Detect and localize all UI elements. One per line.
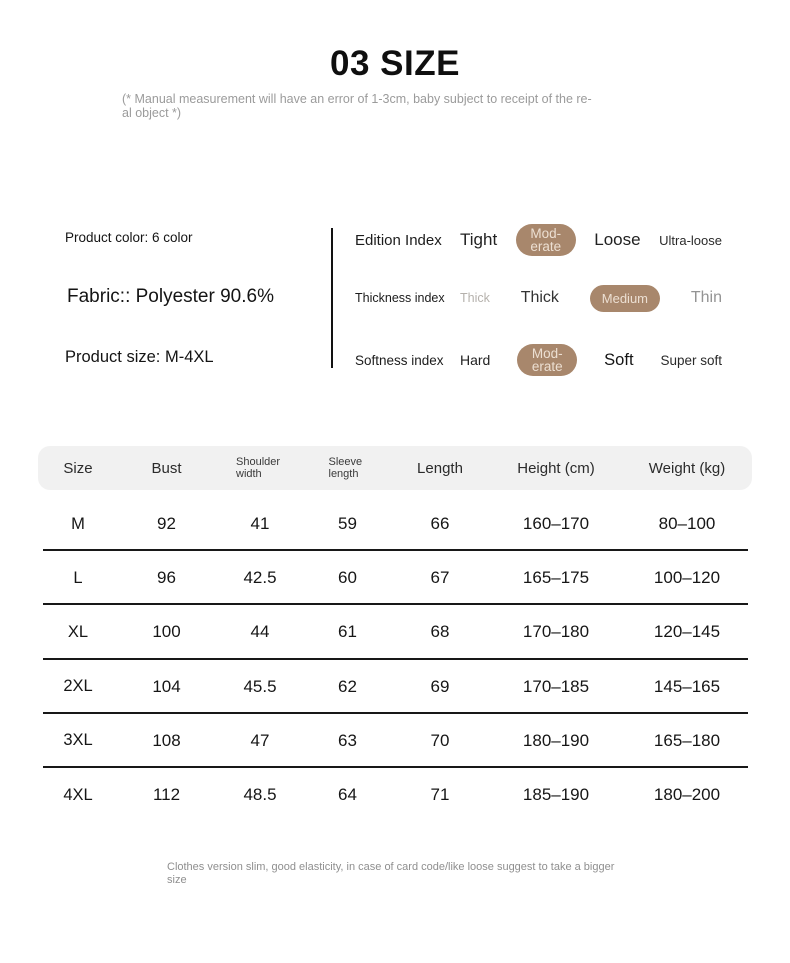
table-cell: 47 (250, 730, 270, 750)
table-cell: 64 (338, 785, 357, 805)
table-cell: 108 (152, 730, 181, 750)
table-cell: 44 (250, 622, 270, 642)
table-row-2xl (38, 660, 752, 714)
product-color-text: Product color: 6 color (65, 230, 193, 245)
softness-index-label: Softness index (355, 352, 444, 368)
table-cell: 69 (430, 676, 450, 696)
table-cell: L (73, 568, 83, 587)
header-cell-size: Size (63, 459, 93, 477)
table-cell: 96 (157, 568, 176, 588)
table-cell: 104 (152, 676, 181, 696)
thickness-option-medium-selected-pill: Medium (590, 285, 660, 312)
table-cell: 145–165 (653, 676, 721, 696)
table-cell: 160–170 (522, 514, 590, 534)
table-cell: 100–120 (653, 568, 721, 588)
table-cell: 165–175 (522, 568, 590, 588)
header-cell-sleeve-length-text: Sleeve length (328, 456, 363, 480)
table-cell: 62 (338, 676, 357, 696)
table-row-m (38, 497, 752, 551)
size-advice-note-line2: size (167, 873, 187, 886)
table-cell: 59 (338, 514, 357, 534)
table-cell: 180–190 (522, 730, 590, 750)
edition-index-label: Edition Index (355, 231, 442, 249)
table-cell: 42.5 (243, 568, 277, 588)
header-cell-sleeve-length (305, 456, 390, 480)
index-row-softness (332, 341, 790, 379)
edition-option-ultra-loose: Ultra-loose (659, 232, 722, 248)
header-cell-height: Height (cm) (517, 459, 595, 477)
table-cell: 4XL (63, 785, 93, 804)
header-cell-bust: Bust (151, 459, 182, 477)
table-cell: 112 (152, 785, 181, 805)
softness-option-moderate-selected-pill: Mod-erate (517, 344, 577, 376)
edition-option-tight: Tight (460, 230, 498, 249)
softness-option-super-soft: Super soft (660, 352, 722, 368)
product-fabric-text: Fabric:: Polyester 90.6% (67, 286, 274, 307)
table-cell: 180–200 (653, 785, 721, 805)
table-cell: 120–145 (653, 622, 721, 642)
header-cell-length: Length (417, 459, 463, 477)
edition-index-options (460, 224, 790, 256)
thickness-index-label: Thickness index (355, 291, 445, 305)
size-advice-note-line1: Clothes version slim, good elasticity, in case of card code/like loose suggest to take a bigger (167, 861, 615, 873)
edition-option-loose: Loose (594, 230, 641, 249)
header-cell-shoulder-width-text: Shoulder width (236, 456, 281, 480)
table-cell: 48.5 (243, 785, 277, 805)
edition-option-moderate-selected-pill: Mod-erate (516, 224, 576, 256)
product-size-text: Product size: M-4XL (65, 348, 214, 366)
table-cell: 70 (430, 730, 450, 750)
table-cell: 165–180 (653, 730, 721, 750)
softness-index-options (460, 344, 790, 376)
table-cell: 100 (152, 622, 181, 642)
measurement-disclaimer-line2: al object *) (122, 105, 182, 120)
table-cell: 45.5 (243, 676, 277, 696)
measurement-disclaimer-line1: (* Manual measurement will have an error of 1-3cm, baby subject to receipt of the re- (122, 92, 592, 106)
thickness-index-options (460, 285, 790, 312)
table-cell: 2XL (63, 677, 93, 696)
table-cell: 41 (250, 514, 270, 534)
table-row-3xl (38, 714, 752, 768)
index-row-edition (332, 221, 790, 259)
table-row-xl (38, 605, 752, 659)
size-advice-note (167, 861, 647, 886)
table-cell: 68 (430, 622, 450, 642)
table-cell: 3XL (63, 731, 93, 750)
measurement-disclaimer (122, 93, 692, 120)
table-cell: XL (67, 622, 89, 641)
thickness-option-thin: Thin (690, 289, 722, 306)
table-cell: 185–190 (522, 785, 590, 805)
table-cell: 66 (430, 514, 450, 534)
page-title: 03 SIZE (330, 44, 460, 83)
size-table-body (38, 497, 752, 822)
thickness-option-thick: Thick (520, 289, 559, 306)
table-row-l (38, 551, 752, 605)
table-row-4xl (38, 768, 752, 822)
table-cell: 67 (430, 568, 450, 588)
index-row-thickness (332, 281, 790, 315)
softness-option-soft: Soft (604, 350, 634, 369)
table-cell: 71 (430, 785, 450, 805)
table-cell: 170–180 (522, 622, 590, 642)
softness-option-hard: Hard (460, 352, 491, 368)
table-cell: 170–185 (522, 676, 590, 696)
table-cell: 60 (338, 568, 357, 588)
table-cell: 80–100 (658, 514, 716, 534)
header-cell-shoulder-width (215, 456, 305, 480)
table-cell: 63 (338, 730, 357, 750)
table-cell: M (71, 514, 85, 533)
size-table-header (38, 446, 752, 490)
table-cell: 61 (338, 622, 357, 642)
table-cell: 92 (157, 514, 176, 534)
header-cell-weight: Weight (kg) (648, 459, 726, 477)
thickness-option-thick-muted: Thick (460, 291, 490, 305)
